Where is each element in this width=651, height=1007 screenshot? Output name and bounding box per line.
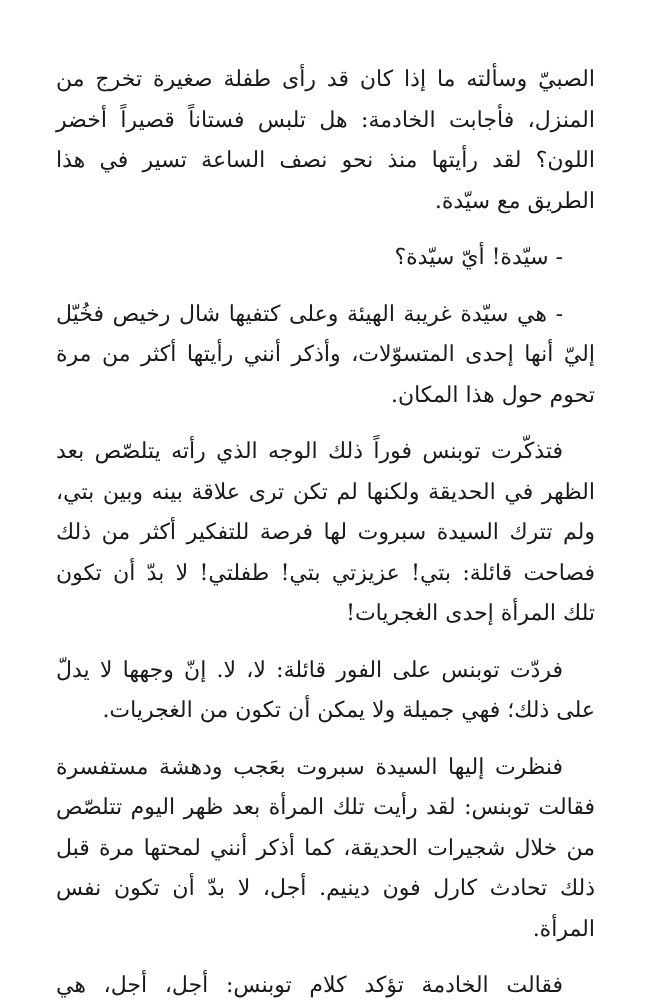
paragraph-7-continues: فقالت الخادمة تؤكد كلام توبنس: أجل، أجل، هي — [56, 973, 563, 998]
paragraph-2-dialogue: - سيّدة! أيّ سيّدة؟ — [394, 245, 563, 270]
paragraph-5: فردّت توبنس على الفور قائلة: لا، لا. إنّ وجهها لا يدلّ على ذلك؛ فهي جميلة ولا يمكن أن تكون من الغجريات. — [56, 657, 595, 723]
paragraph-4: فتذكّرت توبنس فوراً ذلك الوجه الذي رأته يتلصّص بعد الظهر في الحديقة ولكنها لم تكن ترى علاقة بينه وبين بتي، ولم تترك السيدة سبروت لها فرصة للتفكير أكثر من ذلك فصاحت قائلة: بتي! عزيزتي بتي! طفلتي! لا بدّ أن تكون تلك المرأة إحدى الغجريات! — [56, 439, 596, 626]
paragraph-3-dialogue: - هي سيّدة غريبة الهيئة وعلى كتفيها شال رخيص فخُيّل إليّ أنها إحدى المتسوّلات، وأذكر أنني رأيتها أكثر من مرة تحوم حول هذا المكان. — [56, 301, 595, 408]
paragraph-1: الصبيّ وسألته ما إذا كان قد رأى طفلة صغيرة تخرج من المنزل، فأجابت الخادمة: هل تلبس فستاناً قصيراً أخضر اللون؟ لقد رأيتها منذ نحو نصف الساعة تسير في هذا الطريق مع سيّدة. — [56, 67, 595, 214]
paragraph-6: فنظرت إليها السيدة سبروت بعَجب ودهشة مستفسرة فقالت توبنس: لقد رأيت تلك المرأة بعد ظهر اليوم تتلصّص من خلال شجيرات الحديقة، كما أذكر أنني لمحتها مرة قبل ذلك تحادث كارل فون دينيم. أجل، لا بدّ أن تكون نفس المرأة. — [56, 754, 595, 942]
